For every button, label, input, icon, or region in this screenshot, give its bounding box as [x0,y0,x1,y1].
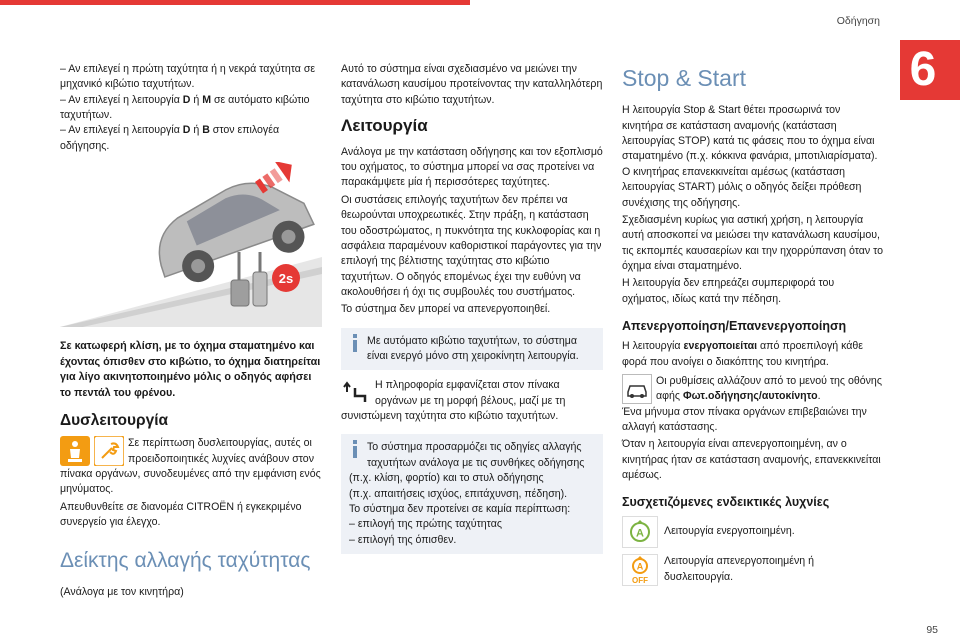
two-seconds-badge: 2s [278,271,294,287]
arrow-info-text-1: Η πληροφορία εμφανίζεται στον πίνακα οργάνων με τη μορφή βέλους, μαζί με τη [375,379,566,407]
car-on-slope-image [60,162,322,327]
malfunction-text-2: πίνακα οργάνων, συνοδευμένες από την εμφάνιση ενός μηνύματος. [60,467,321,496]
stop-start-off-lamp-icon [622,554,658,586]
info-adapt-line-1: Το σύστημα προσαρμόζει τις οδηγίες αλλαγής ταχυτήτων ανάλογα με τις συνθήκες οδήγησης [367,441,585,469]
condition-auto: – Αν επιλεγεί η λειτουργία D ή M σε αυτόματο κιβώτιο ταχυτήτων. [60,93,310,122]
service-wrench-lamp-icon [94,436,124,466]
malfunction-text-1: Σε περίπτωση δυσλειτουργίας, αυτές οι προειδοποιητικές λυχνίες ανάβουν στον [128,437,314,465]
deactivation-heading: Απενεργοποίηση/Επανενεργοποίηση [622,319,847,334]
car-settings-icon [622,374,652,404]
stop-start-heading: Stop & Start [622,65,747,91]
gear-shift-arrow-icon [341,378,371,408]
info-adapt-line-6: – επιλογή της όπισθεν. [349,533,457,546]
deactivation-paragraph-1: Η λειτουργία ενεργοποιείται από προεπιλογή κάθε φορά που ανοίγει ο διακόπτης του κινητήρα. [622,340,864,368]
seat-warning-lamp-icon [60,436,90,466]
malfunction-text-3: Απευθυνθείτε σε διανομέα CITROËN ή εγκεκριμένο συνεργείο για έλεγχο. [60,500,302,528]
condition-manual: – Αν επιλεγεί η πρώτη ταχύτητα ή η νεκρά ταχύτητα σε μηχανικό κιβώτιο ταχυτήτων. [60,63,316,91]
info-adapt-line-4: Το σύστημα δεν προτείνει σε καμία περίπτωση: [349,502,571,515]
operation-paragraph-1: Ανάλογα με την κατάσταση οδήγησης και τον εξοπλισμό του οχήματος, το σύστημα μπορεί να σας προτείνει να παρακάμψετε μία ή περισσότερες ταχύτητες. [341,145,603,189]
arrow-info-row [341,378,603,409]
info-adapt-line-3: (π.χ. απαιτήσεις ισχύος, επιτάχυνση, πέδηση). [349,487,568,500]
stop-start-paragraph-1: Η λειτουργία Stop & Start θέτει προσωρινά τον κινητήρα σε κατάσταση αναμονής (κατάσταση λειτουργίας STOP) κατά τις φάσεις που το όχημα είναι σταματημένο (π.χ. κόκκινα φανάρια, μποτιλιαρίσματα). Ο κινητήρας επανεκκινείται αμέσως (κατάσταση λειτουργίας START) μόλις ο οδηγός δείξει πρόθεση συνέχισης της οδήγησης. [622,104,878,209]
lamp-off-word: OFF [632,575,648,585]
lamp-off-label: Λειτουργία απενεργοποιημένη ή δυσλειτουργία. [664,555,815,583]
deactivation-paragraph-2: Οι ρυθμίσεις αλλάζουν από το μενού της οθόνης αφής Φωτ.οδήγησης/αυτοκίνητο. [656,374,882,403]
info-box-adaptation [341,434,603,554]
malfunction-row [60,436,322,467]
gear-indicator-heading: Δείκτης αλλαγής ταχύτητας [60,549,311,573]
info-icon [349,334,361,352]
gear-indicator-subtitle: (Ανάλογα με τον κινητήρα) [60,585,184,598]
condition-selector: – Αν επιλεγεί η λειτουργία D ή B στον επιλογέα οδήγησης. [60,124,280,152]
arrow-info-text-2: συνιστώμενη ταχύτητα στο κιβώτιο ταχυτήτων. [341,410,559,423]
hill-hold-description: Σε κατωφερή κλίση, με το όχημα σταματημένο και έχοντας όπισθεν στο κιβώτιο, το όχημα διατηρείται για λίγο ακινητοποιημένο μόλις ο οδηγός αφήσει το πεντάλ του φρένου. [60,340,321,400]
lamps-heading: Συσχετιζόμενες ενδεικτικές λυχνίες [622,495,830,510]
settings-row [622,374,884,405]
column-1 [60,62,322,602]
lamp-on-row [622,516,884,548]
column-2 [341,62,603,562]
info-box-automatic [341,328,603,371]
info-automatic-text: Με αυτόματο κιβώτιο ταχυτήτων, το σύστημα είναι ενεργό μόνο στη χειροκίνητη λειτουργία. [367,334,579,363]
operation-paragraph-3: Το σύστημα δεν μπορεί να απενεργοποιηθεί. [341,303,551,316]
deactivation-paragraph-3: Ένα μήνυμα στον πίνακα οργάνων επιβεβαιώνει την αλλαγή κατάστασης. [622,405,867,433]
info-icon [349,440,361,458]
hill-start-illustration [60,162,322,327]
column-3 [622,62,884,592]
operation-heading: Λειτουργία [341,116,428,136]
top-accent-bar [0,0,470,5]
stop-start-paragraph-3: Η λειτουργία δεν επηρεάζει συμπεριφορά του οχήματος, ιδίως κατά την πέδηση. [622,277,835,305]
header-title: Οδήγηση [836,15,880,27]
info-adapt-line-2: (π.χ. κλίση, φορτίο) και το στυλ οδήγησης [349,472,544,485]
malfunction-heading: Δυσλειτουργία [60,411,169,429]
lamp-off-row [622,554,884,586]
lamp-off-letter: A [636,561,644,571]
lamp-on-label: Λειτουργία ενεργοποιημένη. [664,524,795,537]
stop-start-paragraph-2: Σχεδιασμένη κυρίως για αστική χρήση, η λειτουργία αυτή αποσκοπεί να μειώσει την κατανάλωση καυσίμου, τις εκπομπές καυσαερίων και την ηχορρύπανση όταν το όχημα είναι σταματημένο. [622,213,884,272]
operation-paragraph-2: Οι συστάσεις επιλογής ταχυτήτων δεν πρέπει να θεωρούνται υποχρεωτικές. Στην πράξη, η κατάσταση του οδοστρώματος, η πυκνότητα της κυκλοφορίας και η ασφάλεια παραμένουν καθοριστικοί παράγοντες για την επιλογή της βέλτιστης ταχύτητας στο κιβώτιο ταχυτήτων. Ο οδηγός επομένως έχει την ευθύνη να ακολουθήσει ή όχι τις συμβουλές του συστήματος. [341,193,602,298]
chapter-number: 6 [909,43,937,96]
stop-start-on-lamp-icon [622,516,658,548]
deactivation-paragraph-4: Όταν η λειτουργία είναι απενεργοποιημένη, αν ο κινητήρας ήταν σε κατάσταση αναμονής, επανεκκινείται αμέσως. [622,438,881,482]
lamp-on-letter: A [636,527,644,539]
page-number: 95 [926,623,938,636]
gear-intro: Αυτό το σύστημα είναι σχεδιασμένο να μειώνει την κατανάλωση καυσίμου προτείνοντας την καταλληλότερη ταχύτητα στο κιβώτιο ταχυτήτων. [341,63,603,106]
info-adapt-line-5: – επιλογή της πρώτης ταχύτητας [349,518,502,531]
